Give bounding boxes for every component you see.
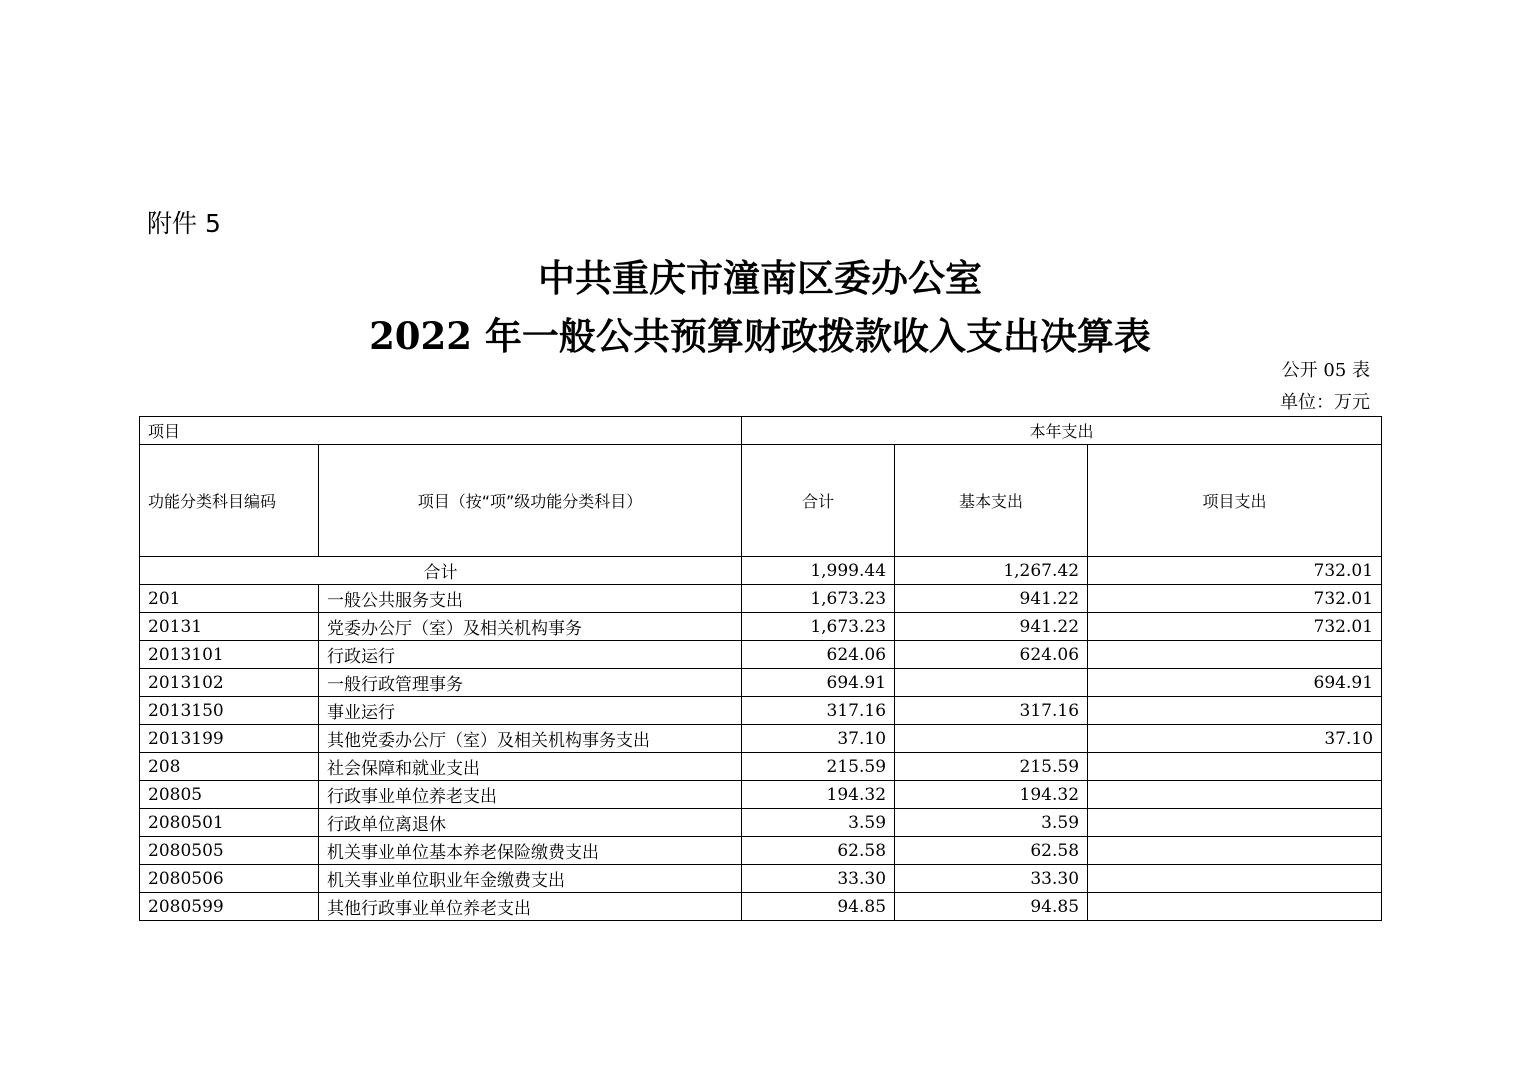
row-basic: 941.22: [895, 585, 1088, 613]
row-basic: 33.30: [895, 865, 1088, 893]
row-total: 62.58: [742, 837, 895, 865]
table-row: [140, 641, 1382, 669]
row-name: 行政单位离退休: [319, 809, 742, 837]
table-code: 公开 05 表: [1281, 360, 1370, 381]
header-name: 项目（按“项”级功能分类科目）: [319, 445, 742, 557]
row-code: 2013199: [140, 725, 319, 753]
attachment-label: 附件 5: [147, 209, 221, 238]
table-row: [140, 893, 1382, 921]
row-project: 732.01: [1088, 613, 1382, 641]
row-name: 一般公共服务支出: [319, 585, 742, 613]
row-total: 317.16: [742, 697, 895, 725]
row-total: 1,673.23: [742, 585, 895, 613]
header-project-expenditure: 项目支出: [1088, 445, 1382, 557]
row-total: 3.59: [742, 809, 895, 837]
row-total: 194.32: [742, 781, 895, 809]
unit-label: 单位：万元: [1280, 392, 1370, 413]
row-project: [1088, 837, 1382, 865]
row-project: [1088, 865, 1382, 893]
row-project: [1088, 809, 1382, 837]
row-basic: 94.85: [895, 893, 1088, 921]
header-code: 功能分类科目编码: [140, 445, 319, 557]
total-row: [140, 557, 1382, 585]
row-name: 社会保障和就业支出: [319, 753, 742, 781]
row-code: 20805: [140, 781, 319, 809]
row-project: [1088, 893, 1382, 921]
table-row: [140, 697, 1382, 725]
row-code: 2013101: [140, 641, 319, 669]
row-code: 201: [140, 585, 319, 613]
header-total: 合计: [742, 445, 895, 557]
row-code: 2080599: [140, 893, 319, 921]
table-row: [140, 753, 1382, 781]
row-total: 624.06: [742, 641, 895, 669]
row-name: 行政事业单位养老支出: [319, 781, 742, 809]
row-name: 事业运行: [319, 697, 742, 725]
row-name: 一般行政管理事务: [319, 669, 742, 697]
document-title-line1: 中共重庆市潼南区委办公室: [538, 256, 982, 300]
row-total: 94.85: [742, 893, 895, 921]
table-row: [140, 725, 1382, 753]
row-total: 1,673.23: [742, 613, 895, 641]
table-row: [140, 781, 1382, 809]
row-project: 732.01: [1088, 585, 1382, 613]
row-project: [1088, 781, 1382, 809]
header-current-year: 本年支出: [742, 417, 1382, 445]
total-row-label: 合计: [140, 557, 742, 585]
row-name: 行政运行: [319, 641, 742, 669]
row-name: 其他党委办公厅（室）及相关机构事务支出: [319, 725, 742, 753]
total-row-total: 1,999.44: [742, 557, 895, 585]
row-basic: [895, 725, 1088, 753]
table-row: [140, 669, 1382, 697]
row-code: 2080506: [140, 865, 319, 893]
header-project: 项目: [140, 417, 742, 445]
row-code: 2013150: [140, 697, 319, 725]
budget-table: [139, 416, 1382, 921]
table-row: [140, 613, 1382, 641]
row-project: 694.91: [1088, 669, 1382, 697]
row-total: 37.10: [742, 725, 895, 753]
row-basic: 194.32: [895, 781, 1088, 809]
row-basic: 624.06: [895, 641, 1088, 669]
row-name: 机关事业单位基本养老保险缴费支出: [319, 837, 742, 865]
row-total: 215.59: [742, 753, 895, 781]
document-title-line2: 2022 年一般公共预算财政拨款收入支出决算表: [369, 314, 1151, 358]
row-code: 2080505: [140, 837, 319, 865]
row-basic: 941.22: [895, 613, 1088, 641]
total-row-project: 732.01: [1088, 557, 1382, 585]
total-row-basic: 1,267.42: [895, 557, 1088, 585]
table-row: [140, 585, 1382, 613]
row-name: 其他行政事业单位养老支出: [319, 893, 742, 921]
row-code: 2080501: [140, 809, 319, 837]
row-total: 33.30: [742, 865, 895, 893]
row-code: 2013102: [140, 669, 319, 697]
row-project: [1088, 753, 1382, 781]
row-basic: [895, 669, 1088, 697]
row-basic: 215.59: [895, 753, 1088, 781]
row-project: [1088, 697, 1382, 725]
table-row: [140, 865, 1382, 893]
row-code: 208: [140, 753, 319, 781]
row-basic: 62.58: [895, 837, 1088, 865]
row-project: [1088, 641, 1382, 669]
row-basic: 317.16: [895, 697, 1088, 725]
row-project: 37.10: [1088, 725, 1382, 753]
row-total: 694.91: [742, 669, 895, 697]
table-row: [140, 809, 1382, 837]
row-basic: 3.59: [895, 809, 1088, 837]
table-row: [140, 837, 1382, 865]
row-name: 党委办公厅（室）及相关机构事务: [319, 613, 742, 641]
header-basic: 基本支出: [895, 445, 1088, 557]
row-code: 20131: [140, 613, 319, 641]
row-name: 机关事业单位职业年金缴费支出: [319, 865, 742, 893]
